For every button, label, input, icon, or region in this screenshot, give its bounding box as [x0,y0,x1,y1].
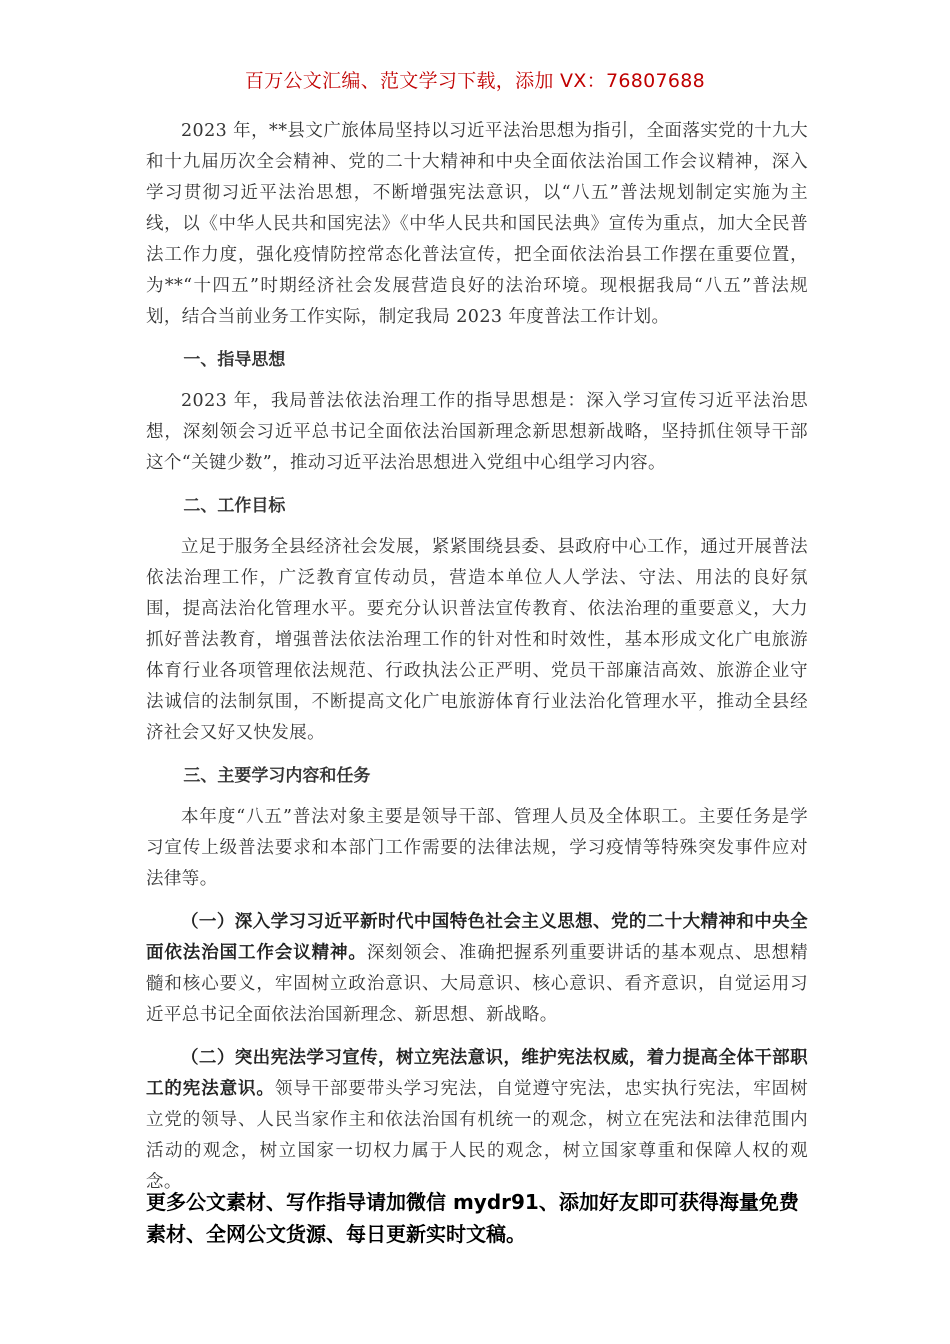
document-body [146,116,808,1210]
section-paragraph-main-tasks: 本年度“八五”普法对象主要是领导干部、管理人员及全体职工。主要任务是学习宣传上级普法要求和本部门工作需要的法律法规，学习疫情等特殊突发事件应对法律等。 [146,807,808,889]
section-heading-work-goals: 二、工作目标 [183,496,286,516]
task-item-2 [146,1043,808,1198]
section-paragraph-guiding-thought: 2023 年，我局普法依法治理工作的指导思想是：深入学习宣传习近平法治思想，深刻领会习近平总书记全面依法治国新理念新思想新战略，坚持抓住领导干部这个“关键少数”，推动习近平法治思想进入党组中心组学习内容。 [146,391,808,473]
task-item-1 [146,907,808,1031]
section-paragraph-work-goals: 立足于服务全县经济社会发展，紧紧围绕县委、县政府中心工作，通过开展普法依法治理工作，广泛教育宣传动员，营造本单位人人学法、守法、用法的良好氛围，提高法治化管理水平。要充分认识普法宣传教育、依法治理的重要意义，大力抓好普法教育，增强普法依法治理工作的针对性和时效性，基本形成文化广电旅游体育行业各项管理依法规范、行政执法公正严明、党员干部廉洁高效、旅游企业守法诚信的法制氛围，不断提高文化广电旅游体育行业法治化管理水平，推动全县经济社会又好又快发展。 [146,537,808,743]
task-item-2-lead: （二）突出宪法学习宣传，树立宪法意识，维护宪法权威，着力提高全体干部职工的宪法意识。 [146,1048,808,1099]
task-item-1-lead: （一）深入学习习近平新时代中国特色社会主义思想、党的二十大精神和中央全面依法治国工作会议精神。 [146,912,808,963]
task-item-1-text: 深刻领会、准确把握系列重要讲话的基本观点、思想精髓和核心要义，牢固树立政治意识、大局意识、核心意识、看齐意识，自觉运用习近平总书记全面依法治国新理念、新思想、新战略。 [146,943,808,1025]
header-banner: 百万公文汇编、范文学习下载，添加 VX：76807688 [244,70,706,92]
task-item-2-text: 领导干部要带头学习宪法，自觉遵守宪法，忠实执行宪法，牢固树立党的领导、人民当家作主和依法治国有机统一的观念，树立在宪法和法律范围内活动的观念，树立国家一切权力属于人民的观念，树立国家尊重和保障人权的观念。 [146,1079,808,1192]
section-heading-main-tasks: 三、主要学习内容和任务 [183,766,371,786]
section-heading-guiding-thought: 一、指导思想 [183,350,286,370]
intro-paragraph: 2023 年，**县文广旅体局坚持以习近平法治思想为指引，全面落实党的十九大和十九届历次全会精神、党的二十大精神和中央全面依法治国工作会议精神，深入学习贯彻习近平法治思想，不断增强宪法意识，以“八五”普法规划制定实施为主线，以《中华人民共和国宪法》《中华人民共和国民法典》宣传为重点，加大全民普法工作力度，强化疫情防控常态化普法宣传，把全面依法治县工作摆在重要位置，为**“十四五”时期经济社会发展营造良好的法治环境。现根据我局“八五”普法规划，结合当前业务工作实际，制定我局 2023 年度普法工作计划。 [146,121,808,327]
footer-note: 更多公文素材、写作指导请加微信 mydr91、添加好友即可获得海量免费素材、全网公文货源、每日更新实时文稿。 [146,1190,799,1246]
